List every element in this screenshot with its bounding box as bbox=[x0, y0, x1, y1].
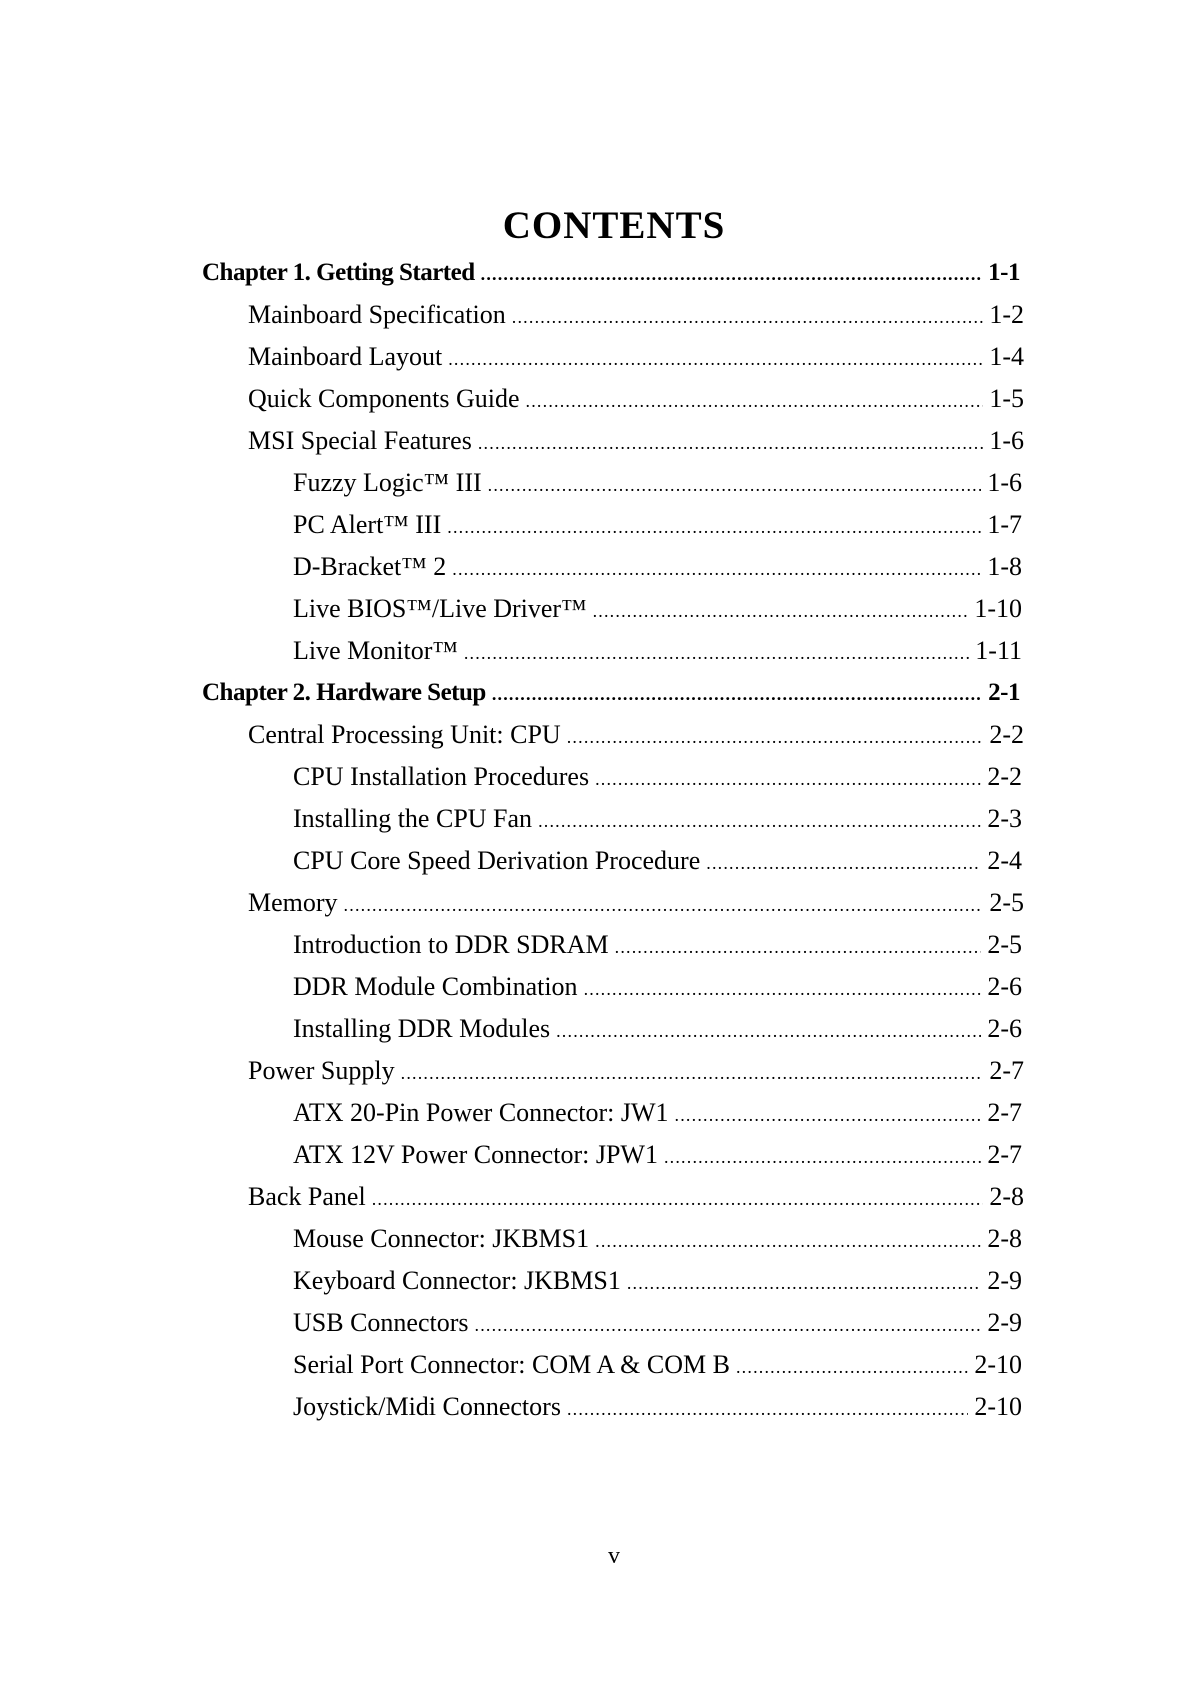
toc-entry bbox=[293, 1092, 1022, 1134]
toc-entry bbox=[248, 714, 1024, 756]
toc-entry-label: D-Bracket™ 2 bbox=[293, 552, 447, 581]
dot-leader bbox=[664, 1136, 981, 1176]
toc-entry-label: PC Alert™ III bbox=[293, 510, 442, 539]
toc-entry bbox=[293, 966, 1022, 1008]
toc-entry-page: 1-7 bbox=[987, 510, 1022, 539]
toc-entry-page: 1-1 bbox=[988, 259, 1020, 286]
dot-leader bbox=[675, 1094, 982, 1134]
toc-entry-page: 2-6 bbox=[987, 1014, 1022, 1043]
toc-entry bbox=[248, 1176, 1024, 1218]
toc-entry-page: 2-2 bbox=[989, 720, 1024, 749]
toc-entry bbox=[293, 1386, 1022, 1428]
toc-entry bbox=[293, 1134, 1022, 1176]
toc-entry-label: Quick Components Guide bbox=[248, 384, 520, 413]
toc-entry-page: 2-9 bbox=[987, 1308, 1022, 1337]
page-number: v bbox=[608, 1543, 620, 1569]
dot-leader bbox=[447, 506, 981, 546]
toc-entry bbox=[293, 1302, 1022, 1344]
toc-entry-page: 2-5 bbox=[987, 930, 1022, 959]
dot-leader bbox=[615, 926, 982, 966]
toc-entry bbox=[248, 378, 1024, 420]
toc-entry bbox=[293, 462, 1022, 504]
toc-entry-page: 2-10 bbox=[974, 1392, 1022, 1421]
toc-entry-page: 1-2 bbox=[989, 300, 1024, 329]
toc-entry-label: CPU Core Speed Derivation Procedure bbox=[293, 846, 701, 875]
toc-entry-page: 1-10 bbox=[974, 594, 1022, 623]
toc-entry-label: Introduction to DDR SDRAM bbox=[293, 930, 609, 959]
dot-leader bbox=[401, 1052, 984, 1092]
toc-entry bbox=[293, 1344, 1022, 1386]
toc-entry bbox=[293, 1260, 1022, 1302]
toc-entry-page: 1-8 bbox=[987, 552, 1022, 581]
dot-leader bbox=[593, 590, 969, 630]
toc-entry-page: 2-7 bbox=[987, 1098, 1022, 1127]
toc-entry-label: Mainboard Layout bbox=[248, 342, 443, 371]
toc-entry-page: 1-6 bbox=[989, 426, 1024, 455]
toc-entry-label: Power Supply bbox=[248, 1056, 395, 1085]
toc-entry bbox=[248, 294, 1024, 336]
toc-entry-page: 1-4 bbox=[989, 342, 1024, 371]
dot-leader bbox=[488, 464, 982, 504]
toc-entry bbox=[293, 840, 1022, 882]
toc-entry bbox=[293, 588, 1022, 630]
toc-entry-page: 2-5 bbox=[989, 888, 1024, 917]
toc-entry bbox=[293, 798, 1022, 840]
dot-leader bbox=[627, 1262, 981, 1302]
dot-leader bbox=[595, 758, 981, 798]
dot-leader bbox=[595, 1220, 981, 1260]
toc-entry-page: 2-7 bbox=[987, 1140, 1022, 1169]
toc-entry-page: 1-11 bbox=[975, 636, 1022, 665]
toc-entry-label: Chapter 1. Getting Started bbox=[202, 259, 475, 286]
toc-entry-label: Memory bbox=[248, 888, 338, 917]
toc-entry bbox=[293, 1008, 1022, 1050]
dot-leader bbox=[538, 800, 981, 840]
toc-entry-label: Mainboard Specification bbox=[248, 300, 506, 329]
toc-entry-page: 1-6 bbox=[987, 468, 1022, 497]
toc-entry-page: 2-8 bbox=[987, 1224, 1022, 1253]
toc-entry-label: DDR Module Combination bbox=[293, 972, 578, 1001]
dot-leader bbox=[492, 673, 982, 714]
toc-entry-page: 2-7 bbox=[989, 1056, 1024, 1085]
toc-entry bbox=[293, 546, 1022, 588]
dot-leader bbox=[584, 968, 982, 1008]
toc-entry-page: 1-5 bbox=[989, 384, 1024, 413]
dot-leader bbox=[567, 716, 984, 756]
toc-entry-label: Keyboard Connector: JKBMS1 bbox=[293, 1266, 621, 1295]
toc-entry-label: Serial Port Connector: COM A & COM B bbox=[293, 1350, 730, 1379]
toc-entry-label: Fuzzy Logic™ III bbox=[293, 468, 482, 497]
toc-entry bbox=[293, 630, 1022, 672]
toc-entry-label: CPU Installation Procedures bbox=[293, 762, 590, 791]
toc-entry-label: Back Panel bbox=[248, 1182, 366, 1211]
dot-leader bbox=[372, 1178, 984, 1218]
toc-entry-label: Central Processing Unit: CPU bbox=[248, 720, 561, 749]
toc-entry bbox=[248, 420, 1024, 462]
toc-entry-label: Installing the CPU Fan bbox=[293, 804, 533, 833]
toc-entry-label: USB Connectors bbox=[293, 1308, 469, 1337]
toc-entry-page: 2-4 bbox=[987, 846, 1022, 875]
toc-entry-label: ATX 12V Power Connector: JPW1 bbox=[293, 1140, 658, 1169]
toc-entry-page: 2-2 bbox=[987, 762, 1022, 791]
toc-entry-page: 2-8 bbox=[989, 1182, 1024, 1211]
page-title: CONTENTS bbox=[502, 204, 726, 247]
toc-chapter-entry bbox=[202, 672, 1020, 714]
toc-entry-page: 2-3 bbox=[987, 804, 1022, 833]
toc-entry bbox=[248, 882, 1024, 924]
toc-entry-page: 2-6 bbox=[987, 972, 1022, 1001]
dot-leader bbox=[567, 1388, 968, 1428]
toc-entry bbox=[293, 504, 1022, 546]
dot-leader bbox=[448, 338, 983, 378]
toc-entry bbox=[248, 336, 1024, 378]
toc-entry bbox=[293, 756, 1022, 798]
toc-entry-label: Joystick/Midi Connectors bbox=[293, 1392, 561, 1421]
dot-leader bbox=[464, 632, 969, 672]
toc-entry-page: 2-1 bbox=[988, 679, 1020, 706]
toc-entry bbox=[248, 1050, 1024, 1092]
toc-entry-label: Mouse Connector: JKBMS1 bbox=[293, 1224, 590, 1253]
toc-entry bbox=[293, 1218, 1022, 1260]
dot-leader bbox=[481, 253, 983, 294]
toc-chapter-entry bbox=[202, 252, 1020, 294]
toc-entry-label: Installing DDR Modules bbox=[293, 1014, 551, 1043]
toc-entry-label: Live BIOS™/Live Driver™ bbox=[293, 594, 587, 623]
dot-leader bbox=[475, 1304, 982, 1344]
dot-leader bbox=[344, 884, 984, 924]
toc-entry-page: 2-10 bbox=[974, 1350, 1022, 1379]
toc-entry-label: Live Monitor™ bbox=[293, 636, 458, 665]
dot-leader bbox=[526, 380, 984, 420]
toc-entry-page: 2-9 bbox=[987, 1266, 1022, 1295]
toc-entry-label: Chapter 2. Hardware Setup bbox=[202, 679, 486, 706]
toc-entry bbox=[293, 924, 1022, 966]
dot-leader bbox=[736, 1346, 968, 1386]
dot-leader bbox=[706, 842, 981, 882]
dot-leader bbox=[512, 296, 984, 336]
toc-entry-label: ATX 20-Pin Power Connector: JW1 bbox=[293, 1098, 669, 1127]
dot-leader bbox=[478, 422, 983, 462]
dot-leader bbox=[556, 1010, 981, 1050]
dot-leader bbox=[452, 548, 981, 588]
toc-entry-label: MSI Special Features bbox=[248, 426, 472, 455]
